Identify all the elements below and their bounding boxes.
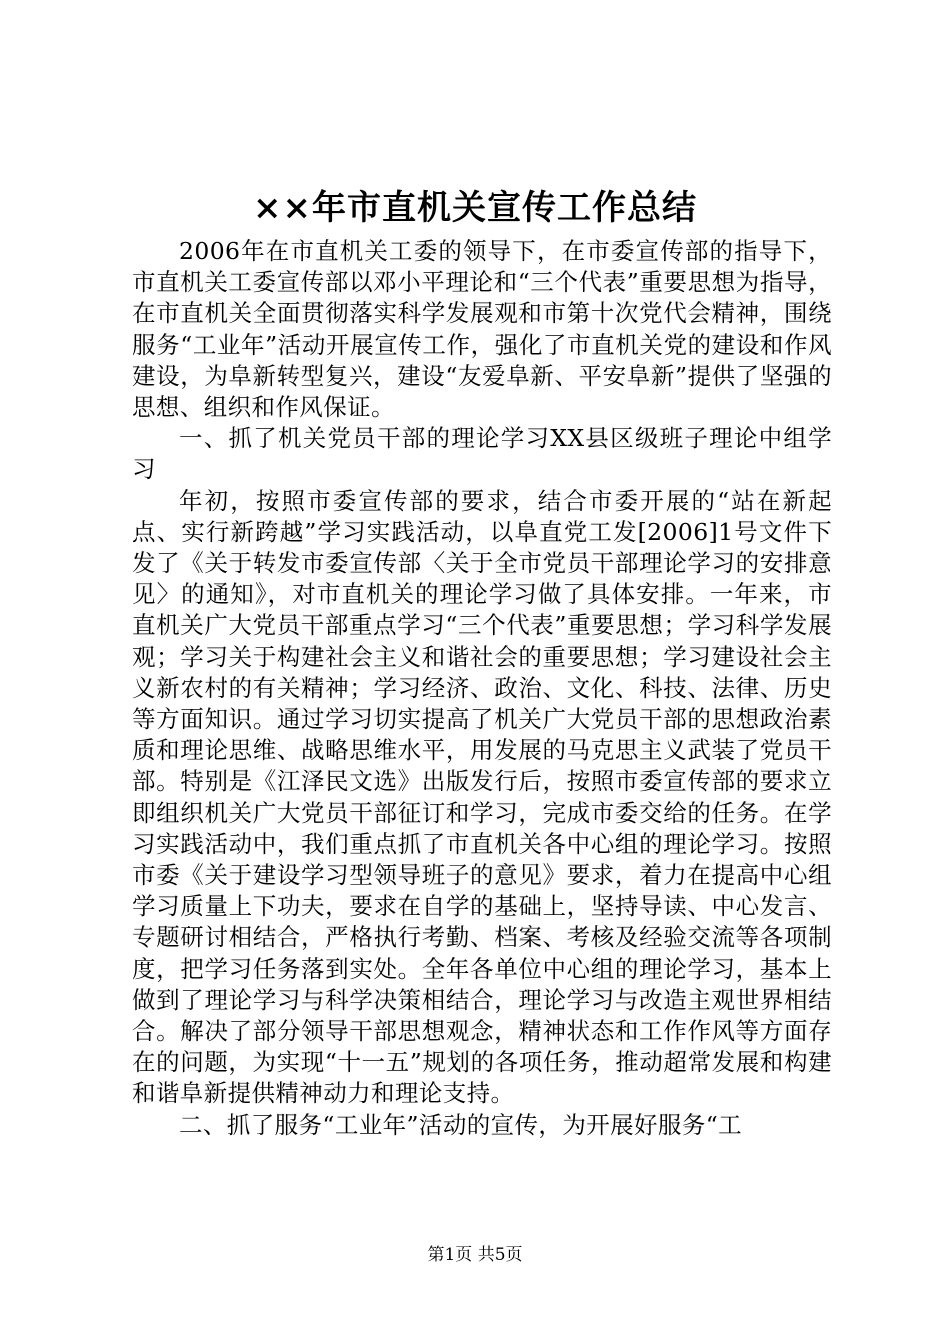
document-title: ××年市直机关宣传工作总结 <box>253 188 697 228</box>
paragraph-section-1: 年初，按照市委宣传部的要求，结合市委开展的“站在新起点、实行新跨越”学习实践活动，以阜直党工发[2006]1号文件下发了《关于转发市委宣传部〈关于全市党员干部理论学习的安排意见〉的通知》，对市直机关的理论学习做了具体安排。一年来，市直机关广大党员干部重点学习“三个代表”重要思想；学习科学发展观；学习关于构建社会主义和谐社会的重要思想；学习建设社会主义新农村的有关精神；学习经济、政治、文化、科技、法律、历史等方面知识。通过学习切实提高了机关广大党员干部的思想政治素质和理论思维、战略思维水平，用发展的马克思主义武装了党员干部。特别是《江泽民文选》出版发行后，按照市委宣传部的要求立即组织机关广大党员干部征订和学习，完成市委交给的任务。在学习实践活动中，我们重点抓了市直机关各中心组的理论学习。按照市委《关于建设学习型领导班子的意见》要求，着力在提高中心组学习质量上下功夫，要求在自学的基础上，坚持导读、中心发言、专题研讨相结合，严格执行考勤、档案、考核及经验交流等各项制度，把学习任务落到实处。全年各单位中心组的理论学习，基本上做到了理论学习与科学决策相结合，理论学习与改造主观世界相结合。解决了部分领导干部思想观念，精神状态和工作作风等方面存在的问题，为实现“十一五”规划的各项任务，推动超常发展和构建和谐阜新提供精神动力和理论支持。 <box>132 486 832 1108</box>
page-number-footer: 第1页 共5页 <box>427 1245 523 1265</box>
document-body <box>132 236 832 1141</box>
section-heading-2: 二、抓了服务“工业年”活动的宣传，为开展好服务“工 <box>179 1110 743 1139</box>
paragraph-intro: 2006年在市直机关工委的领导下，在市委宣传部的指导下，市直机关工委宣传部以邓小平理论和“三个代表”重要思想为指导，在市直机关全面贯彻落实科学发展观和市第十次党代会精神，围绕服务“工业年”活动开展宣传工作，强化了市直机关党的建设和作风建设，为阜新转型复兴，建设“友爱阜新、平安阜新”提供了坚强的思想、组织和作风保证。 <box>132 237 832 422</box>
section-heading-1: 一、抓了机关党员干部的理论学习XX县区级班子理论中组学习 <box>132 424 832 484</box>
